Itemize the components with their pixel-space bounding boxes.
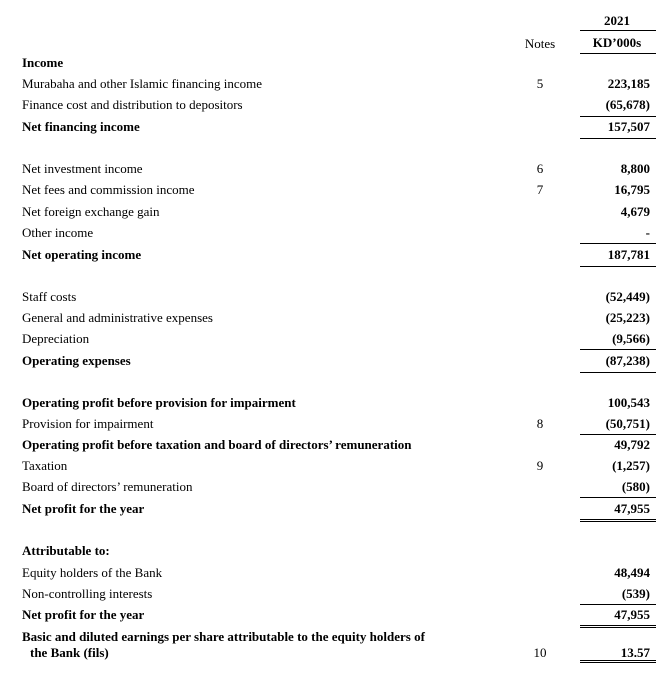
row-value: (52,449): [605, 289, 650, 304]
table-row: [0, 563, 660, 583]
table-row: [0, 74, 660, 94]
row-label: [22, 629, 492, 661]
row-value: 8,800: [620, 161, 650, 176]
row-value: (539): [621, 586, 650, 601]
row-label: Net foreign exchange gain: [22, 204, 160, 219]
table-row: [0, 393, 660, 413]
row-label: Operating expenses: [22, 353, 131, 368]
row-label: Finance cost and distribution to depositors: [22, 97, 243, 112]
row-value: 47,955: [614, 501, 650, 516]
row-value: (65,678): [605, 97, 650, 112]
row-label: Attributable to:: [22, 543, 110, 558]
row-note: 6: [536, 161, 544, 176]
subtotal-line: [580, 497, 656, 498]
table-row-total: [0, 117, 660, 137]
row-label: Net financing income: [22, 119, 140, 134]
section-heading-attributable: [0, 541, 660, 561]
table-row-total: [0, 499, 660, 519]
table-row: [0, 308, 660, 328]
row-label: Equity holders of the Bank: [22, 565, 163, 580]
currency-header: KD’000s: [592, 35, 642, 50]
row-value: 16,795: [614, 182, 650, 197]
row-label: Other income: [22, 225, 94, 240]
row-label: Provision for impairment: [22, 416, 154, 431]
row-label: Net investment income: [22, 161, 143, 176]
table-row-total: [0, 351, 660, 371]
row-note: 7: [536, 182, 544, 197]
row-value: -: [645, 225, 650, 240]
row-value: (1,257): [612, 458, 650, 473]
row-label: Depreciation: [22, 331, 90, 346]
table-row: [0, 329, 660, 349]
table-row: [0, 477, 660, 497]
row-value: (50,751): [605, 416, 650, 431]
subtotal-line: [580, 349, 656, 350]
double-underline: [580, 519, 656, 522]
table-row: [0, 159, 660, 179]
table-row: [0, 414, 660, 434]
total-underline: [580, 138, 656, 139]
row-label: Taxation: [22, 458, 68, 473]
table-row-eps: [0, 629, 660, 663]
table-row: [0, 584, 660, 604]
row-label: Non-controlling interests: [22, 586, 153, 601]
row-value: 100,543: [607, 395, 650, 410]
row-value: 49,792: [614, 437, 650, 452]
notes-header: Notes: [524, 36, 556, 51]
row-label: Board of directors’ remuneration: [22, 479, 193, 494]
row-label: General and administrative expenses: [22, 310, 213, 325]
row-label-line1: Basic and diluted earnings per share attributable to the equity holders of: [22, 629, 425, 644]
row-value: 48,494: [614, 565, 650, 580]
row-value: 4,679: [620, 204, 650, 219]
row-value: (9,566): [612, 331, 650, 346]
row-note: 9: [536, 458, 544, 473]
row-label: Staff costs: [22, 289, 77, 304]
row-value: 223,185: [607, 76, 650, 91]
row-label: Operating profit before provision for impairment: [22, 395, 296, 410]
double-underline: [580, 660, 656, 663]
table-row: [0, 435, 660, 455]
row-label: Operating profit before taxation and board of directors’ remuneration: [22, 437, 412, 452]
header-divider: [580, 30, 656, 31]
row-value: (25,223): [605, 310, 650, 325]
row-note: 5: [536, 76, 544, 91]
year-header: 2021: [604, 13, 630, 28]
table-row: [0, 202, 660, 222]
section-heading-income: [0, 53, 660, 73]
row-value: 187,781: [607, 247, 650, 262]
subtotal-line: [580, 243, 656, 244]
row-label: Net fees and commission income: [22, 182, 195, 197]
table-row-total: [0, 605, 660, 625]
total-underline: [580, 372, 656, 373]
table-row: [0, 287, 660, 307]
row-label: Income: [22, 55, 64, 70]
double-underline: [580, 625, 656, 628]
table-row: [0, 456, 660, 476]
row-label: Net profit for the year: [22, 607, 145, 622]
row-value: 47,955: [614, 607, 650, 622]
row-label: Murabaha and other Islamic financing income: [22, 76, 263, 91]
table-row: [0, 223, 660, 243]
row-value: 157,507: [607, 119, 650, 134]
row-label-line2: the Bank (fils): [30, 645, 109, 660]
row-label: Net profit for the year: [22, 501, 145, 516]
row-value: (87,238): [605, 353, 650, 368]
row-value: (580): [621, 479, 650, 494]
table-row: [0, 95, 660, 115]
total-underline: [580, 266, 656, 267]
table-row: [0, 180, 660, 200]
row-note: 8: [536, 416, 544, 431]
row-value: 13.57: [620, 645, 650, 660]
row-label: Net operating income: [22, 247, 142, 262]
table-row-total: [0, 245, 660, 265]
row-note: 10: [533, 645, 547, 660]
